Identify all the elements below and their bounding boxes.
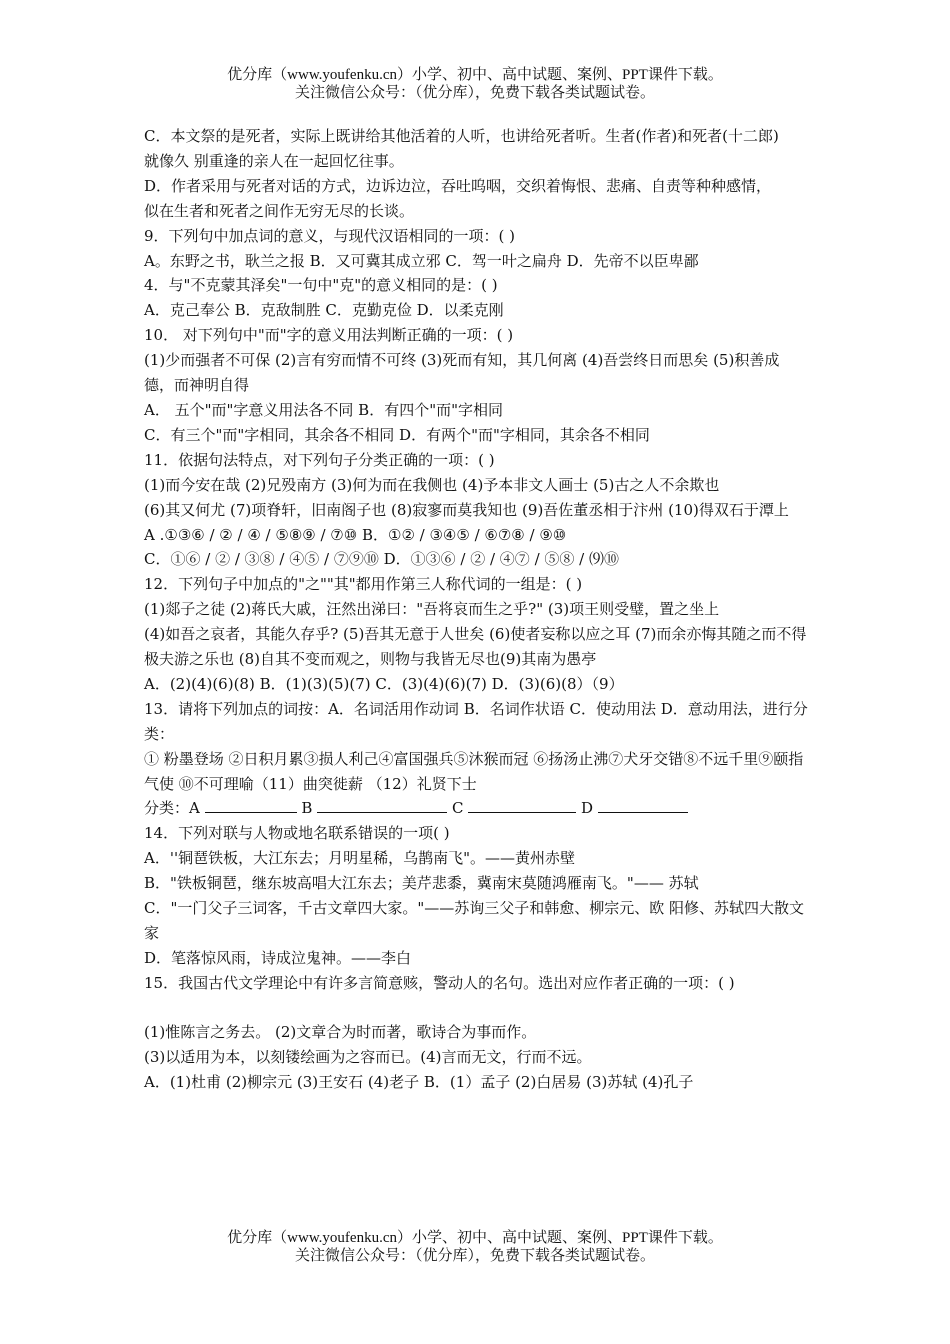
question-11-options: A .①③⑥ / ② / ④ / ⑤⑧⑨ / ⑦⑩ B．①② / ③④⑤ / ⑥⑦⑧ / ⑨⑩ bbox=[144, 525, 567, 544]
question-11-sentences: (1)而今安在哉 (2)兄殁南方 (3)何为而在我侧也 (4)予本非文人画士 (5)古之人不余欺也 bbox=[144, 475, 720, 494]
text-line: D．作者采用与死者对话的方式，边诉边泣，吞吐呜咽，交织着悔恨、悲痛、自责等种种感情， bbox=[144, 176, 772, 195]
question-10-sentences: (1)少而强者不可保 (2)言有穷而情不可终 (3)死而有知，其几何离 (4)吾尝终日而思矣 (5)积善成 bbox=[144, 351, 780, 370]
blank-d[interactable] bbox=[598, 798, 688, 813]
text-line: 德，而神明自得 bbox=[144, 376, 250, 395]
question-10-options: A． 五个"而"字意义用法各不同 B．有四个"而"字相同 bbox=[144, 400, 503, 419]
header-line-2: 关注微信公众号：（优分库），免费下载各类试题试卷。 bbox=[294, 85, 655, 101]
blank-a[interactable] bbox=[205, 798, 297, 813]
question-12-sentences: (1)郯子之徒 (2)蒋氏大戚，汪然出涕曰："吾将哀而生之乎?" (3)项王则受璧，置之坐上 bbox=[144, 600, 720, 619]
footer-line-2: 关注微信公众号：（优分库），免费下载各类试题试卷。 bbox=[294, 1248, 655, 1264]
page-footer bbox=[0, 1229, 950, 1265]
blank-b[interactable] bbox=[317, 798, 447, 813]
document-body bbox=[144, 124, 809, 1094]
question-14: 14．下列对联与人物或地名联系错误的一项( ) bbox=[144, 824, 450, 843]
question-15-sentences: (1)惟陈言之务去。 (2)文章合为时而著，歌诗合为事而作。 bbox=[144, 1022, 537, 1041]
question-14-option-c: C．"一门父子三词客，千古文章四大家。"——苏询三父子和韩愈、柳宗元、欧 阳修、苏轼四大散文家 bbox=[144, 899, 805, 942]
question-15: 15．我国古代文学理论中有许多言简意赅，警动人的名句。选出对应作者正确的一项：( ) bbox=[144, 973, 735, 992]
question-15-options: A．(1)杜甫 (2)柳宗元 (3)王安石 (4)老子 B．(1）孟子 (2)白居易 (3)苏轼 (4)孔子 bbox=[144, 1072, 694, 1091]
question-14-option-d: D．笔落惊风雨，诗成泣鬼神。——李白 bbox=[144, 948, 412, 967]
question-12-sentences: (4)如吾之哀者，其能久存乎? (5)吾其无意于人世矣 (6)使者妄称以应之耳 (7)而余亦悔其随之而不得 bbox=[144, 625, 807, 644]
question-14-option-a: A．''铜琶铁板，大江东去；月明星稀，乌鹊南飞"。——黄州赤壁 bbox=[144, 849, 575, 868]
footer-line-1: 优分库（www.youfenku.cn）小学、初中、高中试题、案例、PPT课件下载。 bbox=[227, 1230, 723, 1246]
question-9-options: A。东野之书，耿兰之报 B．又可冀其成立邪 C．驾一叶之扁舟 D．先帝不以臣卑鄙 bbox=[144, 251, 699, 270]
blank-c[interactable] bbox=[468, 798, 576, 813]
question-11: 11．依据句法特点，对下列句子分类正确的一项：( ) bbox=[144, 450, 495, 469]
question-4-options: A．克己奉公 B．克敌制胜 C．克勤克俭 D．以柔克刚 bbox=[144, 301, 504, 320]
text-line: 极夫游之乐也 (8)自其不变而观之，则物与我皆无尽也(9)其南为愚亭 bbox=[144, 650, 597, 669]
classify-line bbox=[144, 796, 809, 821]
question-13: 13．请将下列加点的词按：A．名词活用作动词 B．名词作状语 C．使动用法 D．意动用法，进行分类： bbox=[144, 699, 808, 743]
question-4: 4．与"不克蒙其泽矣"一句中"克"的意义相同的是：( ) bbox=[144, 276, 498, 295]
question-14-option-b: B．"铁板铜琶，继东坡高唱大江东去；美芹悲黍，冀南宋莫随鸿雁南飞。"—— 苏轼 bbox=[144, 874, 699, 893]
question-10-options: C．有三个"而"字相同，其余各不相同 D．有两个"而"字相同，其余各不相同 bbox=[144, 425, 650, 444]
classify-d-label: D bbox=[581, 799, 594, 818]
text-line: 似在生者和死者之间作无穷无尽的长谈。 bbox=[144, 201, 415, 220]
question-12-options: A．(2)(4)(6)(8) B．(1)(3)(5)(7) C．(3)(4)(6)(7) D．(3)(6)(8）（9） bbox=[144, 674, 624, 693]
question-12: 12．下列句子中加点的"之""其"都用作第三人称代词的一组是：( ) bbox=[144, 575, 583, 594]
classify-a-label: 分类：A bbox=[144, 799, 200, 818]
question-10: 10． 对下列句中"而"字的意义用法判断正确的一项：( ) bbox=[144, 326, 514, 345]
page-header bbox=[0, 66, 950, 102]
header-line-1: 优分库（www.youfenku.cn）小学、初中、高中试题、案例、PPT课件下载。 bbox=[227, 67, 723, 83]
classify-c-label: C bbox=[452, 799, 464, 818]
spacer bbox=[144, 996, 809, 1020]
question-15-sentences: (3)以适用为本，以刻镂绘画为之容而已。(4)言而无文，行而不远。 bbox=[144, 1047, 592, 1066]
question-13-words: ① 粉墨登场 ②日积月累③损人利己④富国强兵⑤沐猴而冠 ⑥扬汤止沸⑦犬牙交错⑧不远千里⑨颐指气使 ⑩不可理喻（11）曲突徙薪 （12）礼贤下士 bbox=[144, 749, 804, 793]
question-9: 9．下列句中加点词的意义，与现代汉语相同的一项：( ) bbox=[144, 226, 516, 245]
question-11-sentences: (6)其又何尤 (7)项脊轩，旧南阁子也 (8)寂寥而莫我知也 (9)吾佐董丞相于汴州 (10)得双石于潭上 bbox=[144, 500, 789, 519]
classify-b-label: B bbox=[301, 799, 313, 818]
text-line: C．本文祭的是死者，实际上既讲给其他活着的人听，也讲给死者听。生者(作者)和死者(十二郎) bbox=[144, 127, 779, 145]
text-line: 就像久 别重逢的亲人在一起回忆往事。 bbox=[144, 151, 404, 170]
question-11-options: C．①⑥ / ② / ③⑧ / ④⑤ / ⑦⑨⑩ D．①③⑥ / ② / ④⑦ / ⑤⑧ / ⑼⑩ bbox=[144, 550, 619, 569]
